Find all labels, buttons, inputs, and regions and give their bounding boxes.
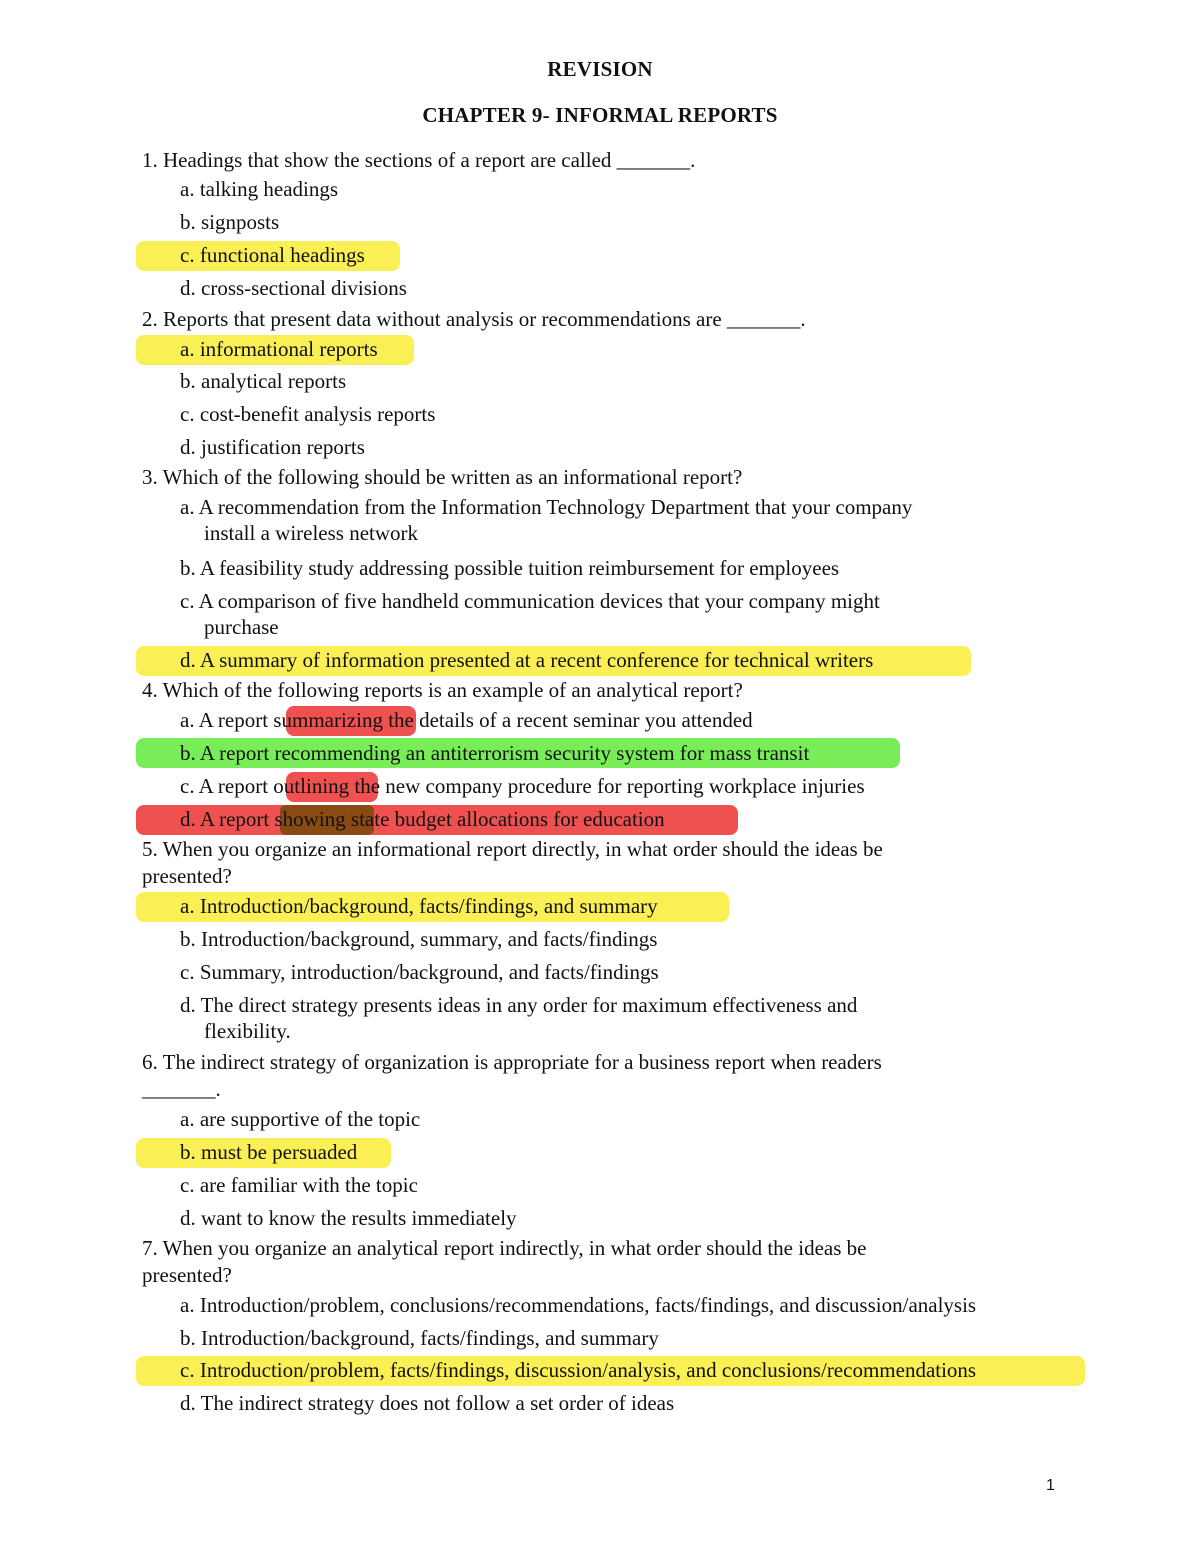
question-3-option-c-cont: purchase	[204, 615, 279, 639]
question-6-stem: 6. The indirect strategy of organization is appropriate for a business report when readers	[142, 1050, 882, 1074]
question-5-stem-cont: presented?	[142, 864, 232, 888]
question-3-option-a-cont: install a wireless network	[204, 521, 419, 545]
question-5-option-b: b. Introduction/background, summary, and facts/findings	[180, 927, 658, 951]
question-7-option-c: c. Introduction/problem, facts/findings, discussion/analysis, and conclusions/recommendations	[180, 1358, 977, 1382]
question-7-option-b: b. Introduction/background, facts/findings, and summary	[180, 1326, 659, 1350]
question-7-stem-cont: presented?	[142, 1263, 232, 1287]
question-3-option-c: c. A comparison of five handheld communication devices that your company might	[180, 589, 880, 613]
question-6-option-d: d. want to know the results immediately	[180, 1206, 517, 1230]
question-7-option-d: d. The indirect strategy does not follow a set order of ideas	[180, 1391, 675, 1415]
chapter-heading: CHAPTER 9- INFORMAL REPORTS	[422, 103, 778, 127]
question-3-option-d: d. A summary of information presented at a recent conference for technical writers	[180, 648, 874, 672]
question-2-option-c: c. cost-benefit analysis reports	[180, 402, 436, 426]
page-number: 1	[1046, 1477, 1055, 1494]
question-5-option-d: d. The direct strategy presents ideas in any order for maximum effectiveness and	[180, 993, 858, 1017]
question-1-option-b: b. signposts	[180, 210, 280, 234]
question-7-option-a: a. Introduction/problem, conclusions/recommendations, facts/findings, and discussion/analysis	[180, 1293, 977, 1317]
question-6-option-c: c. are familiar with the topic	[180, 1173, 418, 1197]
question-2-option-d: d. justification reports	[180, 435, 365, 459]
question-4-option-a: a. A report summarizing the details of a recent seminar you attended	[180, 708, 753, 732]
question-6-stem-cont: _______.	[142, 1077, 221, 1101]
question-1-option-d: d. cross-sectional divisions	[180, 276, 407, 300]
question-6-option-b: b. must be persuaded	[180, 1140, 358, 1164]
question-1-option-a: a. talking headings	[180, 177, 339, 201]
question-6-option-a: a. are supportive of the topic	[180, 1107, 421, 1131]
question-5-stem: 5. When you organize an informational report directly, in what order should the ideas be	[142, 837, 883, 861]
question-5-option-a: a. Introduction/background, facts/findings, and summary	[180, 894, 658, 918]
question-3-option-b: b. A feasibility study addressing possible tuition reimbursement for employees	[180, 556, 840, 580]
question-4-option-c: c. A report outlining the new company procedure for reporting workplace injuries	[180, 774, 865, 798]
question-1-stem: 1. Headings that show the sections of a report are called _______.	[142, 148, 696, 172]
document-title: REVISION	[547, 57, 653, 81]
question-2-option-b: b. analytical reports	[180, 369, 347, 393]
question-5-option-d-cont: flexibility.	[204, 1019, 291, 1043]
question-3-option-a: a. A recommendation from the Information Technology Department that your company	[180, 495, 913, 519]
question-7-stem: 7. When you organize an analytical report indirectly, in what order should the ideas be	[142, 1236, 867, 1260]
question-4-option-d: d. A report showing state budget allocations for education	[180, 807, 665, 831]
question-3-stem: 3. Which of the following should be written as an informational report?	[142, 465, 743, 489]
question-2-stem: 2. Reports that present data without analysis or recommendations are _______.	[142, 307, 806, 331]
question-1-option-c: c. functional headings	[180, 243, 365, 267]
question-5-option-c: c. Summary, introduction/background, and facts/findings	[180, 960, 659, 984]
question-2-option-a: a. informational reports	[180, 337, 378, 361]
question-4-stem: 4. Which of the following reports is an example of an analytical report?	[142, 678, 743, 702]
question-4-option-b: b. A report recommending an antiterrorism security system for mass transit	[180, 741, 810, 765]
